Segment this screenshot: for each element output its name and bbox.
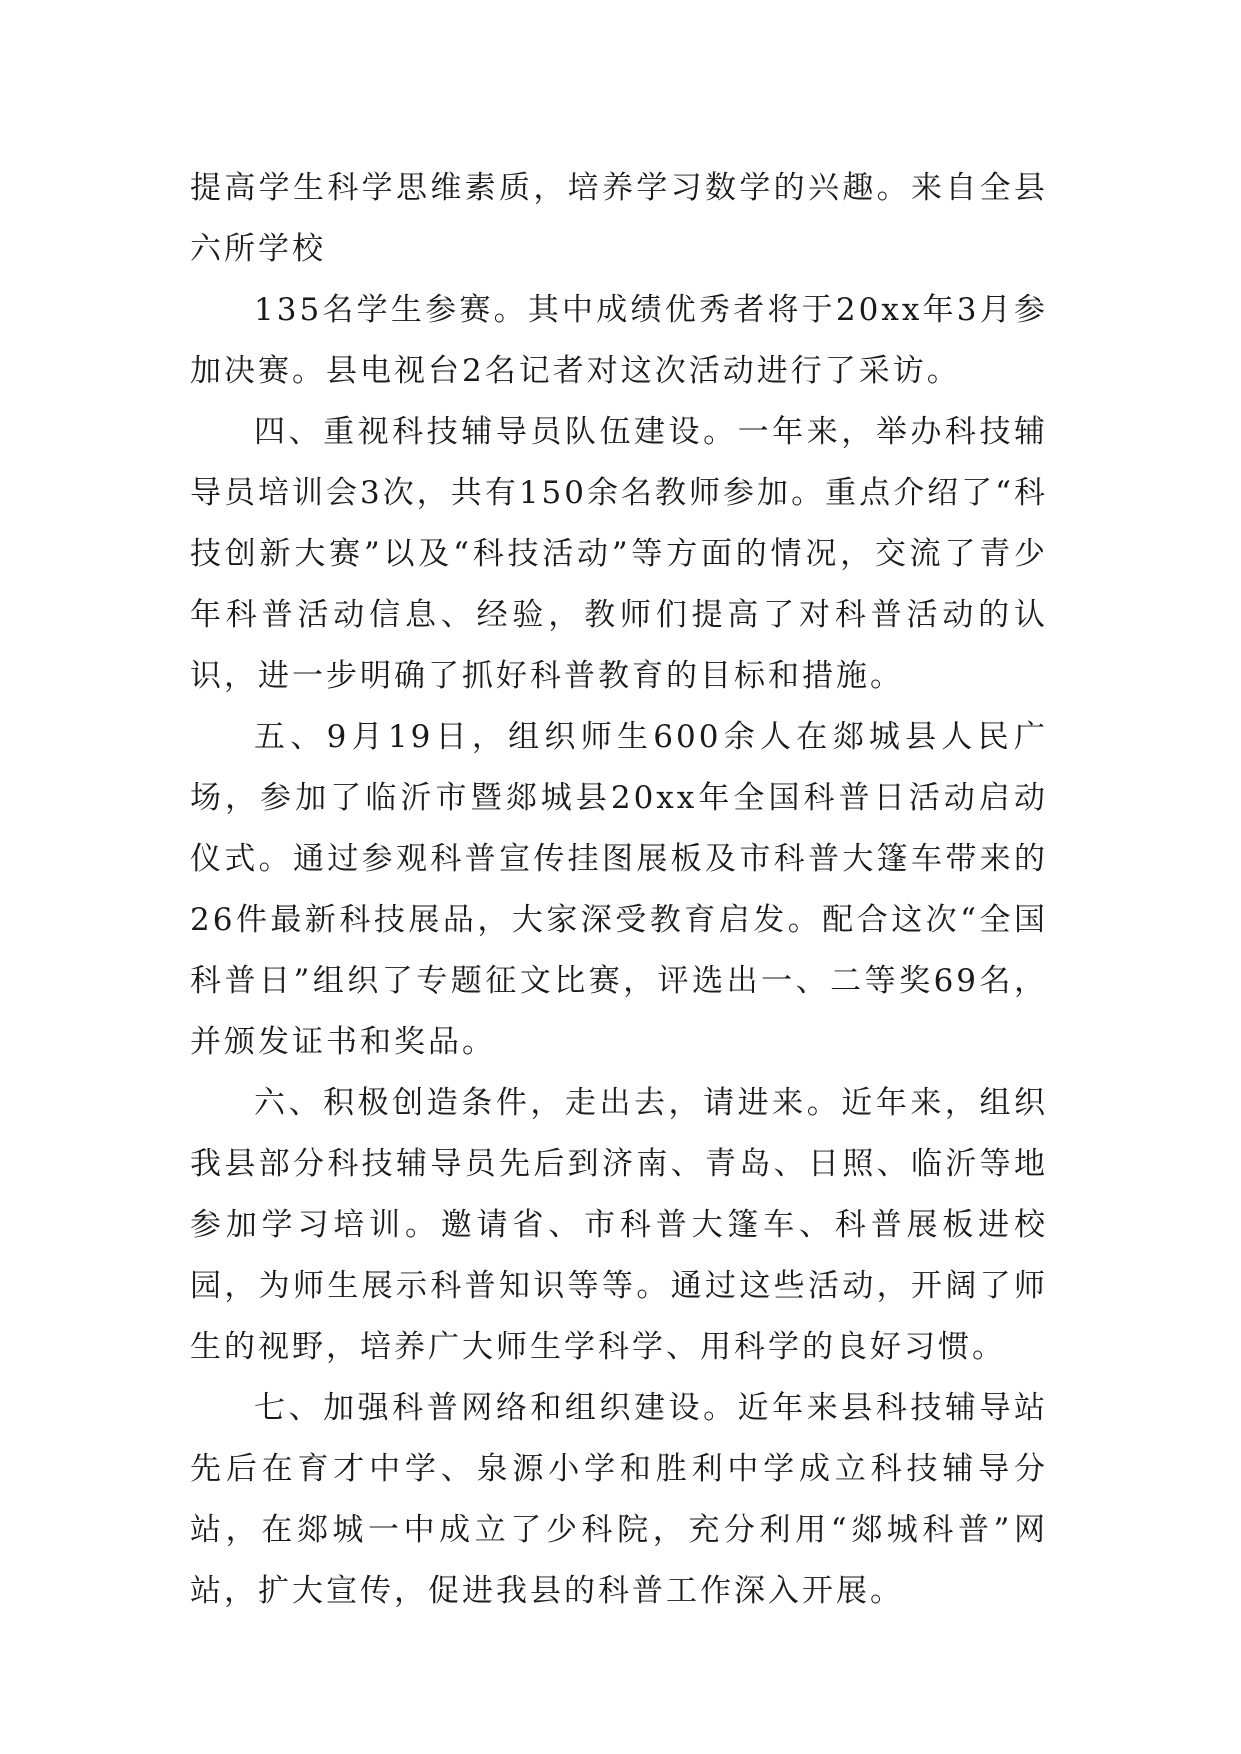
paragraph-section-five: 五、9月19日，组织师生600余人在郯城县人民广场，参加了临沂市暨郯城县20xx年全国科普日活动启动仪式。通过参观科普宣传挂图展板及市科普大篷车带来的26件最新科技展品，大家深受教育启发。配合这次“全国科普日”组织了专题征文比赛，评选出一、二等奖69名，并颁发证书和奖品。: [190, 719, 1048, 1060]
document-body: [190, 158, 1048, 1622]
paragraph-contest: 135名学生参赛。其中成绩优秀者将于20xx年3月参加决赛。县电视台2名记者对这次活动进行了采访。: [190, 292, 1048, 389]
paragraph-section-six: 六、积极创造条件，走出去，请进来。近年来，组织我县部分科技辅导员先后到济南、青岛、日照、临沂等地参加学习培训。邀请省、市科普大篷车、科普展板进校园，为师生展示科普知识等等。通过这些活动，开阔了师生的视野，培养广大师生学科学、用科学的良好习惯。: [190, 1085, 1048, 1365]
paragraph-schools: 提高学生科学思维素质，培养学习数学的兴趣。来自全县六所学校: [190, 170, 1048, 267]
paragraph-section-seven: 七、加强科普网络和组织建设。近年来县科技辅导站先后在育才中学、泉源小学和胜利中学成立科技辅导分站，在郯城一中成立了少科院，充分利用“郯城科普”网站，扩大宣传，促进我县的科普工作深入开展。: [190, 1390, 1048, 1609]
paragraph-section-four: 四、重视科技辅导员队伍建设。一年来，举办科技辅导员培训会3次，共有150余名教师参加。重点介绍了“科技创新大赛”以及“科技活动”等方面的情况，交流了青少年科普活动信息、经验，教师们提高了对科普活动的认识，进一步明确了抓好科普教育的目标和措施。: [190, 414, 1048, 694]
